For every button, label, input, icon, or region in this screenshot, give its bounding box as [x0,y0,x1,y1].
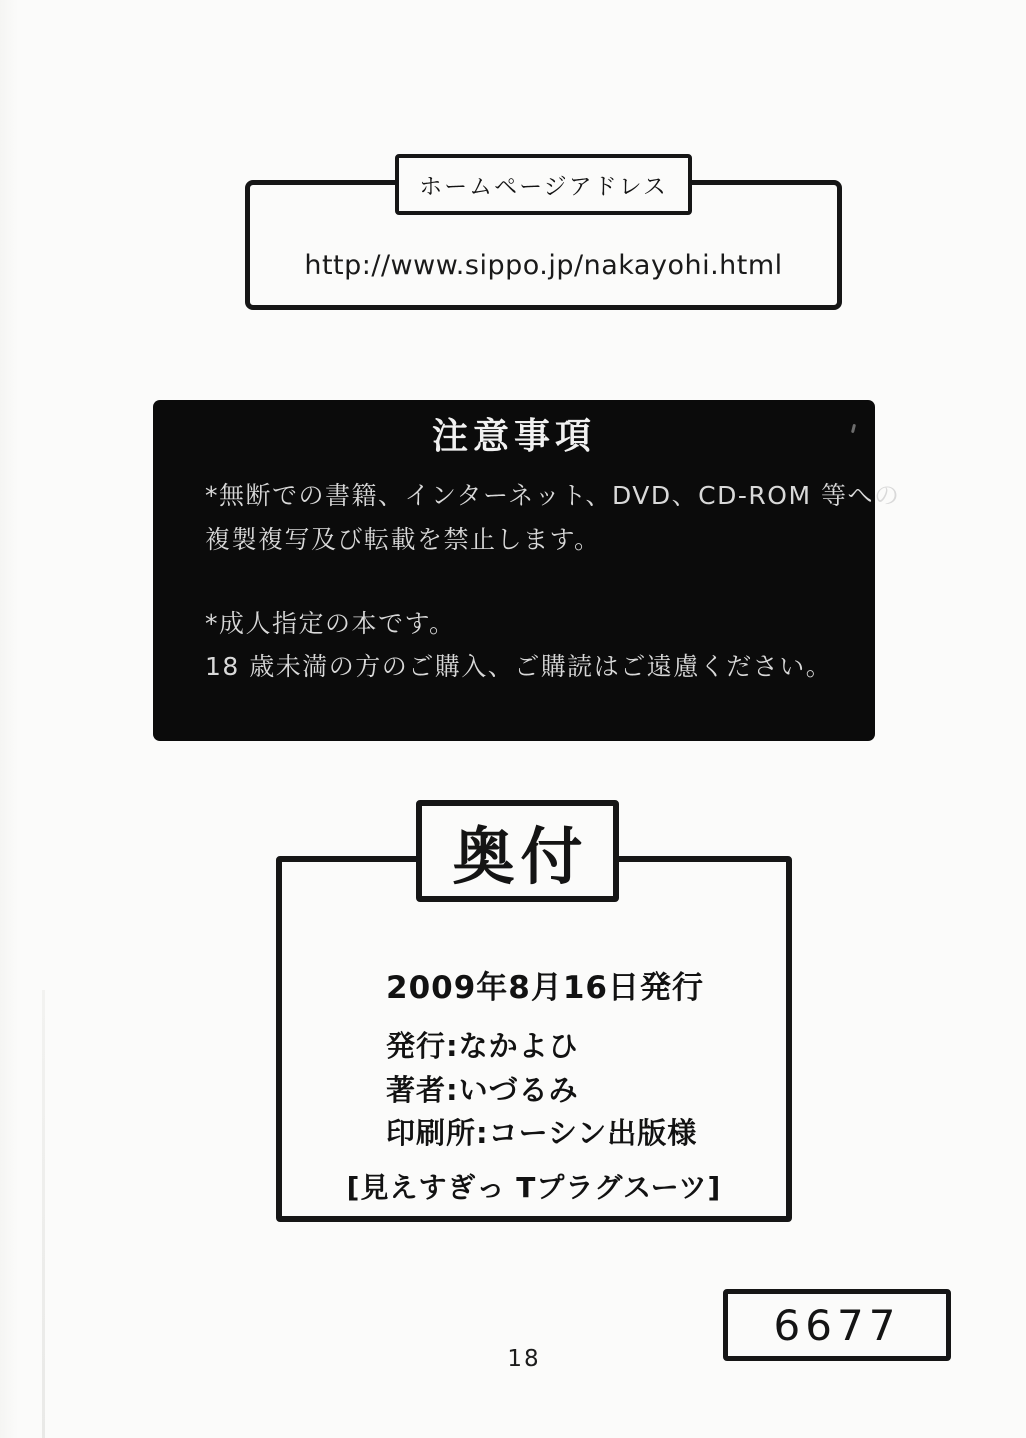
publish-date: 2009年8月16日発行 [386,970,704,1006]
code-box [723,1289,951,1361]
homepage-label-box [395,154,692,215]
page-number: 18 [507,1346,541,1372]
colophon-label: 奥付 [452,819,589,893]
homepage-label: ホームページアドレス [419,174,668,200]
author-line: 著者:いづるみ [386,1073,579,1107]
publisher-line: 発行:なかよひ [386,1029,579,1063]
notice-line: *無断での書籍、インターネット、DVD、CD-ROM 等への [205,481,901,510]
colophon-box [276,856,792,1222]
code-number: 6677 [773,1300,901,1350]
book-title: [見えすぎっ Tプラグスーツ] [346,1171,722,1204]
notice-box [153,400,901,741]
printer-line: 印刷所:コーシン出版様 [386,1116,698,1150]
notice-title: 注意事項 [431,416,596,457]
scan-artifact-line [42,990,45,1438]
colophon-label-box [416,800,619,902]
homepage-url: http://www.sippo.jp/nakayohi.html [304,250,783,281]
notice-line: 複製複写及び転載を禁止します。 [205,525,601,554]
notice-line: *成人指定の本です。 [205,609,456,638]
notice-line: 18 歳未満の方のご購入、ご購読はご遠慮ください。 [205,652,833,681]
